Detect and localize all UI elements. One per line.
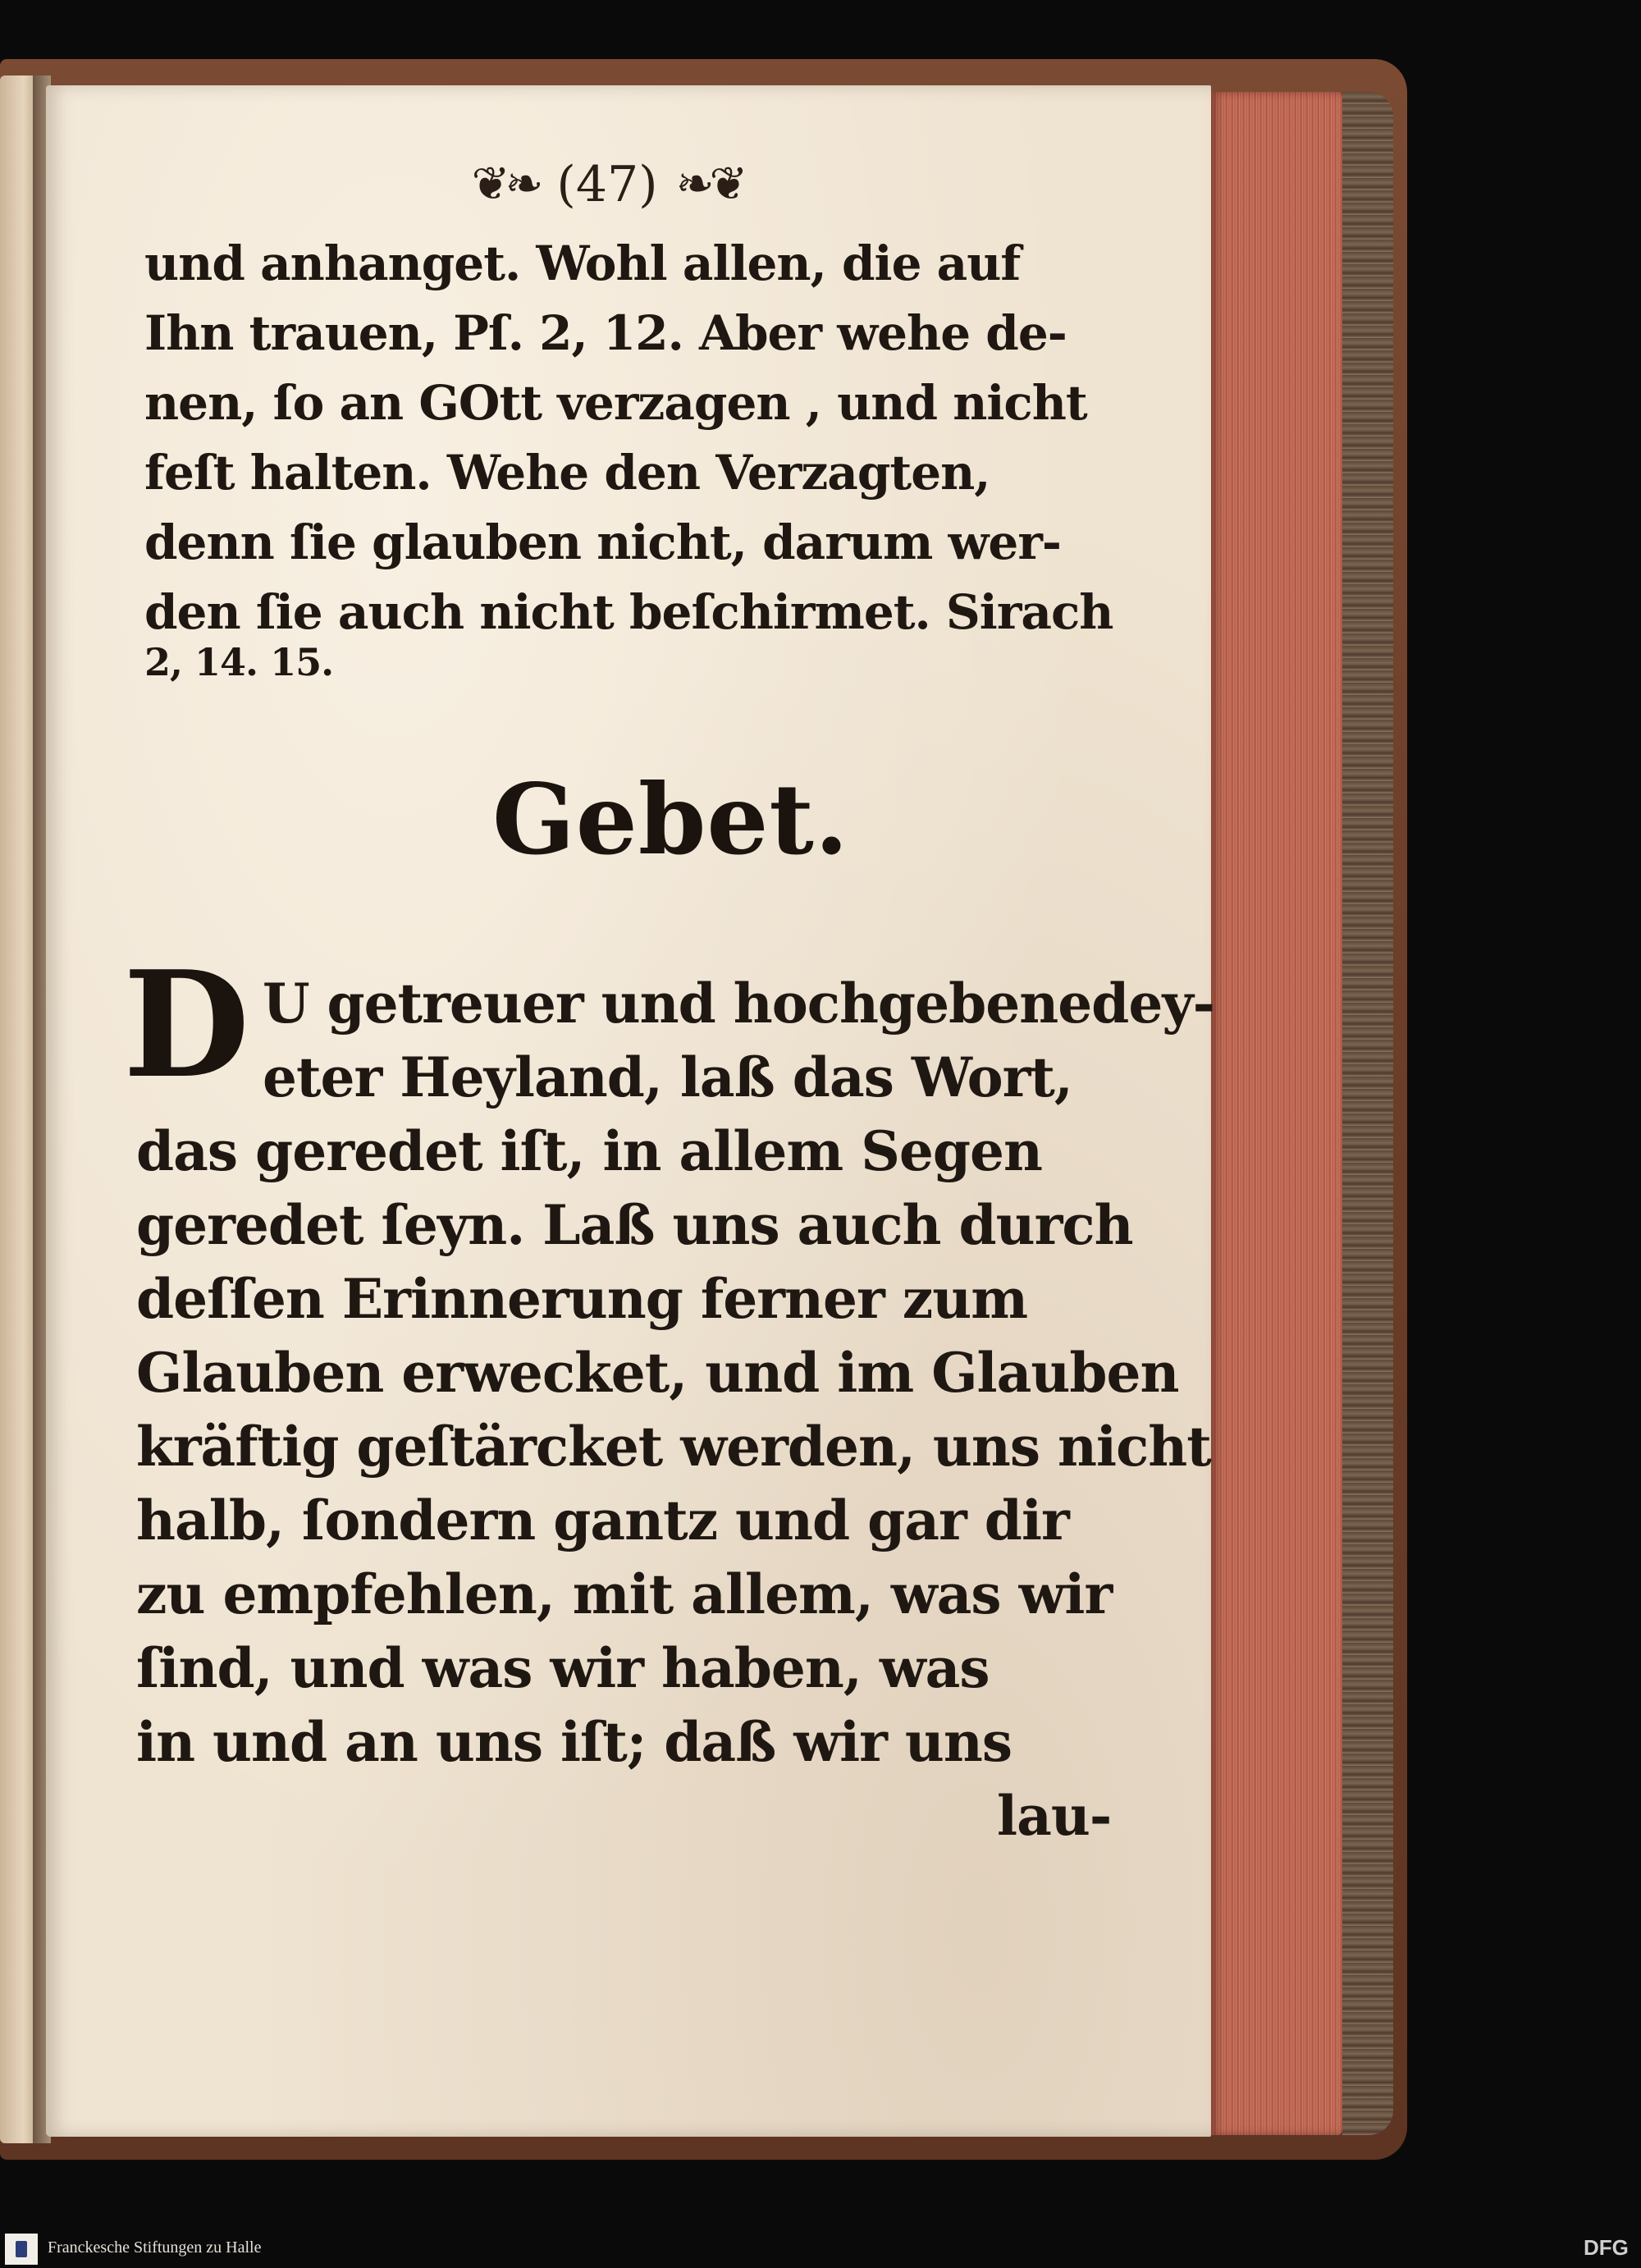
text-line: ſind, und was wir haben, was: [136, 1636, 990, 1700]
text-line: Glauben erwecket, und im Glauben: [136, 1341, 1179, 1405]
text-line: eter Heyland, laß das Wort,: [263, 1045, 1072, 1109]
text-line: und anhanget. Wohl allen, die auf: [144, 235, 1021, 291]
text-line: U getreuer und hochgebenedey-: [263, 972, 1215, 1036]
text-line: Ihn trauen, Pſ. 2, 12. Aber wehe de-: [144, 305, 1067, 361]
institution-logo-icon: [5, 2234, 38, 2265]
institution-name: Franckesche Stiftungen zu Halle: [48, 2238, 262, 2257]
section-heading: Gebet.: [492, 762, 850, 876]
text-line: geredet ſeyn. Laß uns auch durch: [136, 1193, 1133, 1257]
text-line: den ſie auch nicht beſchirmet. Sirach: [144, 584, 1113, 640]
ornament-left-icon: ❦❧: [471, 158, 539, 211]
dfg-badge: DFG: [1584, 2235, 1629, 2260]
ornament-right-icon: ❧❦: [675, 158, 743, 211]
text-line: feſt halten. Wehe den Verzagten,: [144, 445, 990, 501]
drop-cap: D: [123, 939, 250, 1110]
text-line: das geredet iſt, in allem Segen: [136, 1119, 1042, 1183]
text-line: nen, ſo an GOtt verzagen , und nicht: [144, 375, 1087, 431]
catchword: lau-: [997, 1784, 1112, 1848]
text-line: halb, ſondern gantz und gar dir: [136, 1488, 1069, 1552]
page-header: [410, 152, 804, 217]
text-line: denn ſie glauben nicht, darum wer-: [144, 514, 1061, 570]
page-number: (47): [556, 156, 658, 213]
text-line: deſſen Erinnerung ferner zum: [136, 1267, 1028, 1331]
text-line: zu empfehlen, mit allem, was wir: [136, 1562, 1113, 1626]
page-edges: [1211, 92, 1342, 2135]
book-spine: [1342, 92, 1393, 2135]
text-line: kräftig geſtärcket werden, uns nicht: [136, 1415, 1211, 1479]
text-line: in und an uns iſt; daß wir uns: [136, 1710, 1012, 1774]
text-line: 2, 14. 15.: [144, 640, 334, 684]
